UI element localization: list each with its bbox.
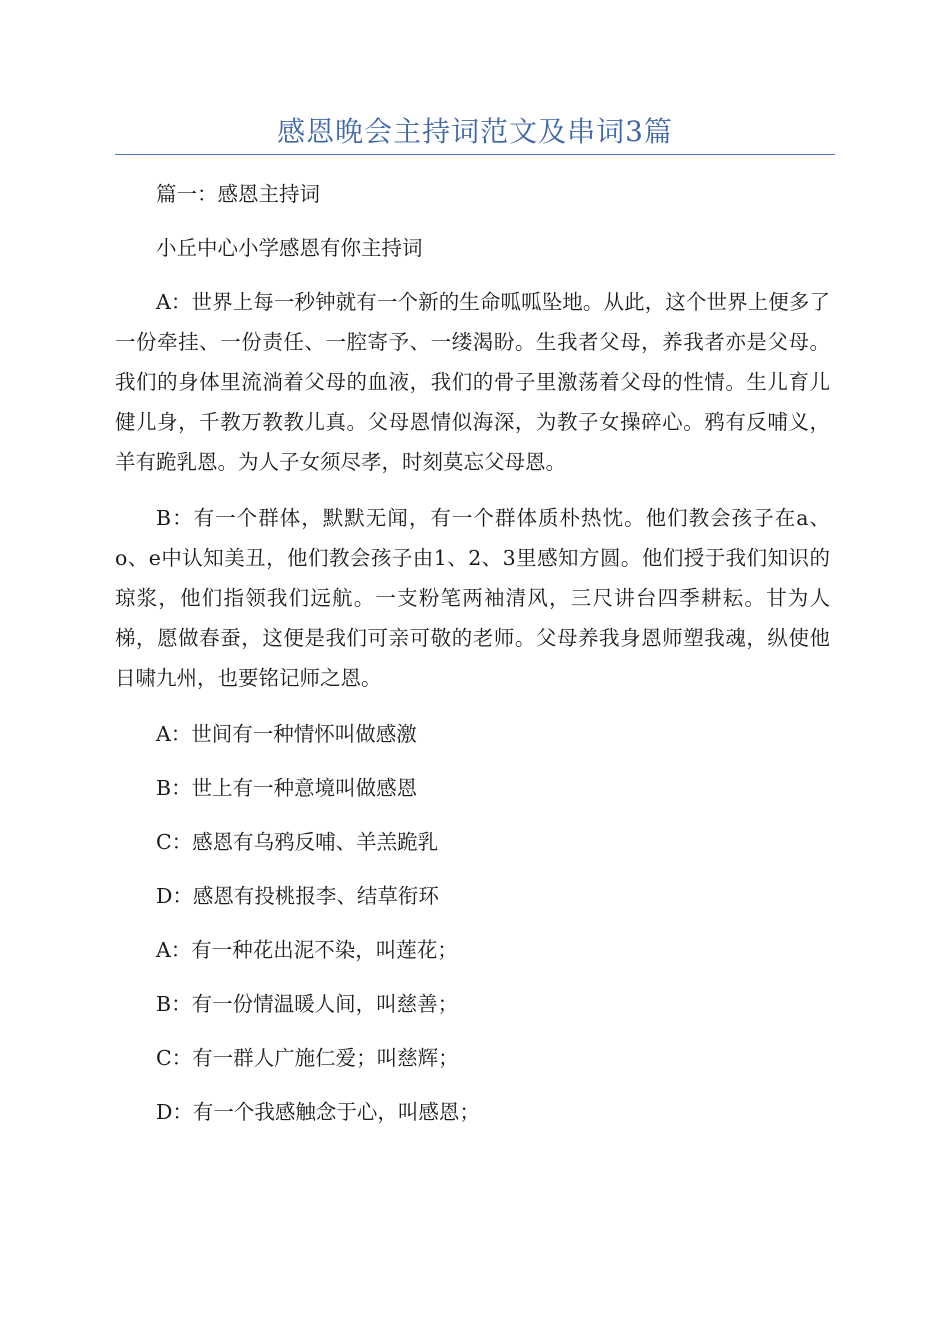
dialogue-line: A：世间有一种情怀叫做感激: [156, 722, 417, 746]
dialogue-line: D：有一个我感触念于心，叫感恩；: [156, 1100, 480, 1124]
document-title: 感恩晚会主持词范文及串词3篇: [277, 115, 673, 148]
dialogue-line: C：感恩有乌鸦反哺、羊羔跪乳: [156, 830, 439, 854]
dialogue-line: B：世上有一种意境叫做感恩: [156, 776, 418, 800]
document-body: [115, 174, 830, 1146]
body-paragraph: B：有一个群体，默默无闻，有一个群体质朴热忱。他们教会孩子在a、o、e中认知美丑，他们教会孩子由1、2、3里感知方圆。他们授于我们知识的琼浆，他们指领我们远航。一支粉笔两袖清风，三尺讲台四季耕耘。甘为人梯，愿做春蚕，这便是我们可亲可敬的老师。父母养我身恩师塑我魂，纵使他日啸九州，也要铭记师之恩。: [115, 506, 830, 690]
dialogue-line: D：感恩有投桃报李、结草衔环: [156, 884, 439, 908]
subtitle-paragraph: 小丘中心小学感恩有你主持词: [156, 236, 423, 260]
section-heading: 篇一：感恩主持词: [156, 182, 320, 206]
body-paragraph: A：世界上每一秒钟就有一个新的生命呱呱坠地。从此，这个世界上便多了一份牵挂、一份责任、一腔寄予、一缕渴盼。生我者父母，养我者亦是父母。我们的身体里流淌着父母的血液，我们的骨子里激荡着父母的性情。生儿育儿健儿身，千教万教教儿真。父母恩情似海深，为教子女操碎心。鸦有反哺义，羊有跪乳恩。为人子女须尽孝，时刻莫忘父母恩。: [115, 290, 830, 474]
dialogue-line: C：有一群人广施仁爱；叫慈辉；: [156, 1046, 459, 1070]
dialogue-line: B：有一份情温暖人间，叫慈善；: [156, 992, 459, 1016]
title-underline: [115, 154, 835, 155]
dialogue-line: A：有一种花出泥不染，叫莲花；: [156, 938, 458, 962]
